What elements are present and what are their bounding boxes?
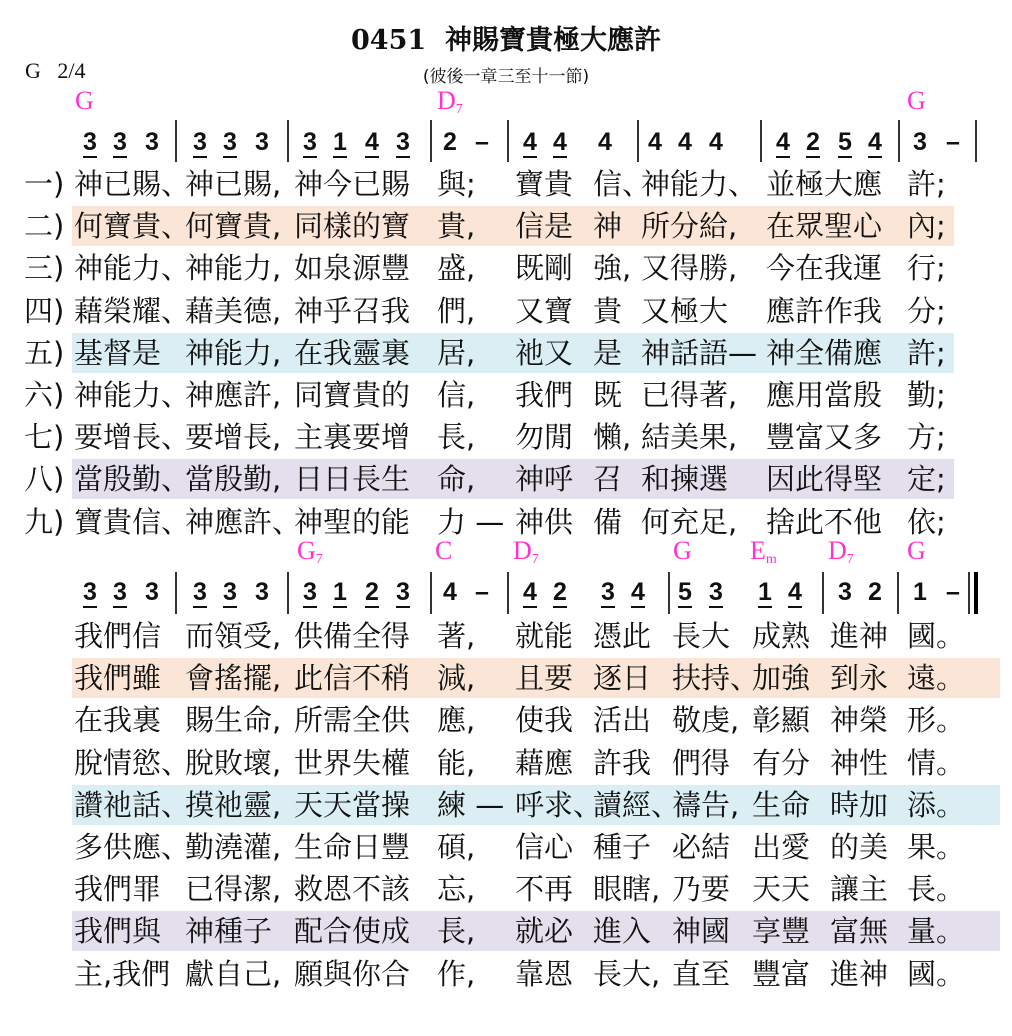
hold-dash: – [946,128,960,156]
lyric-segment: 豐富 [752,956,811,991]
lyric-segment: 許; [907,167,946,201]
lyric-segment: 脫敗壞, [185,745,282,780]
lyric-segment: 召 [593,462,623,497]
lyric-segment: 著, [437,619,476,653]
lyric-segment: 摸祂靈, [185,787,282,822]
lyric-segment: 神國 [672,914,731,949]
lyric-segment: 要增長, [185,420,282,455]
lyric-segment: 賜生命, [185,703,282,738]
note: 2 [550,578,570,607]
chord-symbol: G [75,86,94,115]
lyric-segment: 信心 [515,830,574,864]
lyric-segment: 主裏要增 [294,420,411,455]
note: 4 [520,128,540,157]
chord-symbol: $D_7$ [513,536,539,567]
bar-line [287,572,289,614]
lyric-segment: 備 [593,504,623,539]
lyric-segment: 進神 [830,956,889,991]
note: 1 [330,128,350,157]
lyric-segment: 進神 [830,619,889,653]
lyric-segment: 同寶貴的 [294,378,411,412]
lyric-segment: 已得潔, [185,872,282,907]
note: 3 [913,128,927,156]
note: 2 [803,128,823,157]
lyric-segment: 居, [437,335,476,370]
lyric-segment: 而領受, [185,619,282,653]
lyric-segment: 結美果, [641,420,738,455]
lyric-segment: 國。 [907,619,966,653]
lyric-segment: 寶貴信、 [74,504,191,539]
lyric-segment: 並極大應 [766,167,883,201]
lyric-segment: 加強 [752,661,811,696]
lyric-segment: 生命 [752,787,811,822]
lyric-segment: 內; [907,209,946,244]
lyric-segment: 所需全供 [294,703,411,738]
note: 4 [865,128,885,157]
bar-line [430,120,432,162]
lyric-segment: 貴, [437,209,476,244]
lyric-segment: 供備全得 [294,619,411,653]
lyric-segment: 神種子 [185,914,273,949]
lyric-segment: 貴 [593,293,623,328]
lyric-segment: 與; [437,167,476,201]
lyric-segment: 神供 [515,504,574,539]
note: 3 [80,128,100,157]
note: 3 [190,578,210,607]
lyric-segment: 要增長、 [74,420,191,455]
lyric-segment: 應, [437,703,476,738]
note: 2 [868,578,882,606]
lyric-segment: 進入 [593,914,652,949]
verse-number: 五) [24,335,65,370]
note: 4 [773,128,793,157]
lyric-segment: 到永 [830,661,889,696]
bar-line [175,572,177,614]
lyric-segment: 碩, [437,830,476,864]
lyric-segment: 情。 [907,745,966,780]
lyric-segment: 神呼 [515,462,574,497]
note: 4 [785,578,805,607]
verse-number: 三) [24,251,65,286]
lyric-segment: 願與你合 [294,956,411,991]
lyric-segment: 直至 [672,956,731,991]
lyric-segment: 長大 [672,619,731,653]
bar-line [974,572,978,614]
note: 3 [110,578,130,607]
note: 1 [755,578,775,607]
bar-line [637,120,639,162]
note: 3 [393,128,413,157]
lyric-segment: 神已賜、 [74,167,191,201]
lyric-segment: 我們信 [74,619,162,653]
key-time-signature: G 2/4 [25,58,86,83]
lyric-segment: 們得 [672,745,731,780]
lyric-segment: 藉美德, [185,293,282,328]
lyric-segment: 神能力、 [74,251,191,286]
lyric-segment: 時加 [830,787,889,822]
lyric-segment: 捨此不他 [766,504,883,539]
note: 4 [709,128,723,156]
lyric-segment: 在我靈裏 [294,335,411,370]
lyric-segment: 應用當殷 [766,378,883,412]
lyric-segment: 信是 [515,209,574,244]
lyric-segment: 應許作我 [766,293,883,328]
lyric-segment: 救恩不該 [294,872,411,907]
note: 1 [330,578,350,607]
lyric-segment: 富無 [830,914,889,949]
lyric-segment: 神應許、 [185,504,302,539]
lyric-segment: 力 — [437,504,505,539]
lyric-segment: 讓主 [830,872,889,907]
lyric-segment: 命, [437,462,476,497]
lyric-segment: 分; [907,293,946,328]
verse-number: 七) [24,420,65,455]
bar-line [668,572,670,614]
lyric-segment: 神 [593,209,623,244]
lyric-segment: 何寶貴、 [74,209,191,244]
lyric-segment: 藉榮耀、 [74,293,191,328]
lyric-segment: 此信不稍 [294,661,411,696]
lyric-segment: 我們與 [74,914,162,949]
note: 3 [393,578,413,607]
lyric-segment: 配合使成 [294,914,411,949]
note: 1 [913,578,927,606]
lyric-segment: 神話語— [641,335,758,370]
note: 4 [362,128,382,157]
lyric-segment: 獻自己, [185,956,282,991]
lyric-segment: 形。 [907,703,966,738]
lyric-segment: 禱告, [672,787,740,822]
lyric-segment: 勤; [907,378,946,412]
bar-line [760,120,762,162]
note: 4 [520,578,540,607]
lyric-segment: 神榮 [830,703,889,738]
lyric-segment: 藉應 [515,745,574,780]
note: 4 [648,128,662,156]
bar-line [287,120,289,162]
lyric-segment: 既剛 [515,251,574,286]
lyric-segment: 又極大 [641,293,729,328]
lyric-segment: 能, [437,745,476,780]
note: 5 [675,578,695,607]
lyric-segment: 行; [907,251,946,286]
chord-symbol: G [673,536,692,565]
verse-number: 一) [24,167,65,201]
scripture-reference: (彼後一章三至十一節) [422,67,590,87]
lyric-segment: 靠恩 [515,956,574,991]
lyric-segment: 同樣的寶 [294,209,411,244]
lyric-segment: 長大, [593,956,661,991]
lyric-segment: 呼求、 [515,787,603,822]
note: 3 [255,128,269,156]
lyric-segment: 有分 [752,745,811,780]
lyric-segment: 享豐 [752,914,811,949]
lyric-segment: 天天當操 [294,787,411,822]
lyric-segment: 國。 [907,956,966,991]
chord-symbol: C [435,536,453,565]
lyric-segment: 就能 [515,619,574,653]
lyric-segment: 憑此 [593,619,652,653]
chord-symbol: $G_7$ [297,536,323,567]
lyric-segment: 依; [907,504,946,539]
lyric-segment: 何寶貴, [185,209,282,244]
note: 3 [300,578,320,607]
lyric-segment: 逐日 [593,661,652,696]
lyric-segment: 強, [593,251,632,286]
note: 3 [190,128,210,157]
lyric-segment: 信、 [593,167,652,201]
lyric-segment: 會搖擺, [185,661,282,696]
note: 4 [550,128,570,157]
bar-line [897,572,899,614]
lyric-segment: 勿閒 [515,420,574,455]
lyric-segment: 不再 [515,872,574,907]
hymn-title: 0451 神賜寶貴極大應許 [351,25,661,56]
lyric-segment: 世界失權 [294,745,411,780]
note: 3 [838,578,852,606]
lyric-segment: 基督是 [74,335,162,370]
bar-line [822,572,824,614]
lyric-segment: 活出 [593,703,652,738]
lyric-segment: 出愛 [752,830,811,864]
note: 4 [678,128,692,156]
lyric-segment: 種子 [593,830,652,864]
lyric-segment: 寶貴 [515,167,574,201]
lyric-segment: 當殷勤, [185,462,282,497]
note: 3 [300,128,320,157]
hold-dash: – [946,578,960,606]
lyric-segment: 是 [593,335,623,370]
note: 2 [362,578,382,607]
lyric-segment: 長, [437,420,476,455]
lyric-segment: 彰顯 [752,703,811,738]
note: 3 [145,578,159,606]
lyric-segment: 天天 [752,872,811,907]
lyric-segment: 作, [437,956,476,991]
lyric-segment: 祂又 [515,335,574,370]
lyric-segment: 脫情慾、 [74,745,191,780]
note: 5 [835,128,855,157]
lyric-segment: 眼瞎, [593,872,661,907]
lyric-segment: 生命日豐 [294,830,411,864]
note: 2 [443,128,457,156]
lyric-segment: 所分給, [641,209,738,244]
lyric-segment: 神乎召我 [294,293,411,328]
lyric-segment: 的美 [830,830,889,864]
lyric-segment: 懶, [593,420,632,455]
note: 3 [220,128,240,157]
lyric-segment: 減, [437,661,476,696]
lyric-segment: 練 — [437,787,505,822]
bar-line [898,120,900,162]
lyric-segment: 神今已賜 [294,167,411,201]
lyric-segment: 神已賜, [185,167,282,201]
lyric-segment: 神全備應 [766,335,883,370]
lyric-segment: 添。 [907,787,966,822]
lyric-segment: 日日長生 [294,462,411,497]
lyric-segment: 使我 [515,703,574,738]
chord-symbol: $D_7$ [828,536,854,567]
lyric-segment: 果。 [907,830,966,864]
lyric-segment: 勤澆灌, [185,830,282,864]
lyric-segment: 許; [907,335,946,370]
lyric-segment: 已得著, [641,378,738,412]
lyric-segment: 因此得堅 [766,462,883,497]
note: 4 [598,128,612,156]
verse-number: 四) [24,293,65,328]
chord-symbol: $E_m$ [750,536,777,567]
lyric-segment: 遠。 [907,661,966,696]
lyric-segment: 我們 [515,378,574,412]
lyric-segment: 扶持、 [672,661,760,696]
lyric-segment: 我們雖 [74,661,162,696]
lyric-segment: 信, [437,378,476,412]
lyric-segment: 許我 [593,745,652,780]
chord-symbol: $D_7$ [437,86,463,117]
note: 3 [706,578,726,607]
lyric-segment: 讀經、 [593,787,681,822]
lyric-segment: 如泉源豐 [294,251,411,286]
lyric-segment: 就必 [515,914,574,949]
note: 3 [110,128,130,157]
verse-number: 二) [24,209,65,244]
verse-number: 六) [24,378,65,412]
lyric-segment: 神能力、 [641,167,758,201]
lyric-segment: 既 [593,378,623,412]
lyric-segment: 必結 [672,830,731,864]
lyric-segment: 乃要 [672,872,731,907]
lyric-segment: 主,我們 [74,956,171,991]
lyric-segment: 神性 [830,745,889,780]
verse-number: 八) [24,462,65,497]
lyric-segment: 長, [437,914,476,949]
chord-symbol: G [907,86,926,115]
bar-line [507,120,509,162]
lyric-segment: 當殷勤、 [74,462,191,497]
lyric-segment: 忘, [437,872,476,907]
lyric-segment: 豐富又多 [766,420,883,455]
lyric-segment: 神應許, [185,378,282,412]
bar-line [507,572,509,614]
lyric-segment: 讚祂話、 [74,787,191,822]
lyric-segment: 多供應、 [74,830,191,864]
lyric-segment: 今在我運 [766,251,883,286]
lyric-segment: 神能力, [185,251,282,286]
lyric-segment: 盛, [437,251,476,286]
lyric-segment: 量。 [907,914,966,949]
lyric-segment: 在眾聖心 [766,209,883,244]
note: 4 [628,578,648,607]
lyric-segment: 敬虔, [672,703,740,738]
lyric-segment: 又寶 [515,293,574,328]
note: 3 [255,578,269,606]
lyric-segment: 們, [437,293,476,328]
chord-symbol: G [907,536,926,565]
lyric-segment: 成熟 [752,619,811,653]
note: 3 [80,578,100,607]
note: 4 [443,578,457,606]
bar-line [975,120,977,162]
hold-dash: – [475,578,489,606]
bar-line [968,572,970,614]
note: 3 [220,578,240,607]
bar-line [175,120,177,162]
lyric-segment: 神能力, [185,335,282,370]
lyric-segment: 在我裏 [74,703,162,738]
lyric-segment: 我們罪 [74,872,162,907]
lyric-segment: 且要 [515,661,574,696]
verse-number: 九) [24,504,65,539]
note: 3 [598,578,618,607]
lyric-segment: 何充足, [641,504,738,539]
hold-dash: – [475,128,489,156]
lyric-segment: 神能力、 [74,378,191,412]
note: 3 [145,128,159,156]
lyric-segment: 方; [907,420,946,455]
lyric-segment: 定; [907,462,946,497]
lyric-segment: 又得勝, [641,251,738,286]
lyric-segment: 長。 [907,872,966,907]
lyric-segment: 和揀選 [641,462,729,497]
lyric-segment: 神聖的能 [294,504,411,539]
bar-line [430,572,432,614]
